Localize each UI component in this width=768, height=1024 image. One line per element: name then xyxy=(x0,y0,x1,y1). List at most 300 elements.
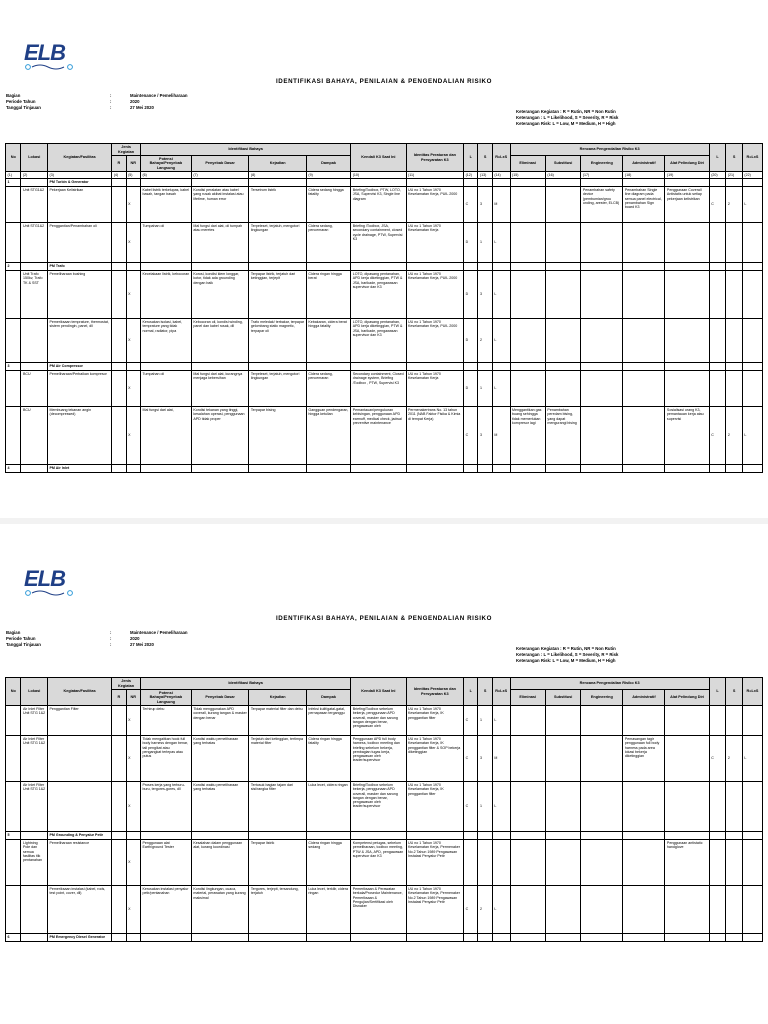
empty-cell xyxy=(112,363,126,371)
header-l: L xyxy=(464,678,478,706)
cell-severity: 1 xyxy=(478,371,492,407)
cell-substitusi xyxy=(545,736,580,782)
meta-value: Maintenance / Pemeliharaan xyxy=(130,93,188,98)
section-row xyxy=(6,363,763,371)
column-index: (4) xyxy=(112,172,126,179)
header-peraturan: Identitas Peraturan dan Persyaratan K3 xyxy=(406,678,464,706)
header-engineering: Engineering xyxy=(581,690,623,706)
cell-peraturan: Permenakertrans No. 13 tahun 2011 (NAB Faktor Fisika & Kimia di tempat Kerja) xyxy=(406,407,464,465)
column-index: (10) xyxy=(351,172,406,179)
cell-penyebab-dasar: Tidak menggunakan APD coverall, kurang tangan & masker dengan benar xyxy=(191,706,249,736)
cell-likelihood-residual: C xyxy=(709,407,726,465)
header-substitusi: Substitusi xyxy=(545,156,580,172)
empty-cell xyxy=(709,934,726,942)
cell-severity xyxy=(478,840,492,886)
empty-cell xyxy=(623,363,665,371)
cell-lokasi: BCU xyxy=(21,371,48,407)
meta-colon: : xyxy=(110,93,112,98)
company-logo xyxy=(18,564,82,602)
header-nr: NR xyxy=(126,690,140,706)
cell-administratif xyxy=(623,319,665,363)
header-apd: Alat Pelindung Diri xyxy=(665,156,709,172)
cell-severity-residual xyxy=(726,706,743,736)
empty-cell xyxy=(742,363,762,371)
cell-severity: 1 xyxy=(478,223,492,263)
cell-severity-residual xyxy=(726,271,743,319)
logo-text: ELB xyxy=(24,40,65,65)
cell-apd: Penggunaan Coverall Antistatis untuk setiap pekerjaan kelistrikan xyxy=(665,187,709,223)
cell-risk-residual xyxy=(742,271,762,319)
cell-non-rutin: X xyxy=(126,706,140,736)
cell-kendali: Briefing/Toolbox sebelum bekerja, penggunaan APD coverall, masker dan sarung tangan dengan benar, pengawasan oleh xyxy=(351,706,406,736)
cell-administratif xyxy=(623,223,665,263)
empty-cell xyxy=(478,934,492,942)
cell-rutin xyxy=(112,706,126,736)
cell-severity-residual xyxy=(726,223,743,263)
header-row xyxy=(6,678,763,690)
empty-cell xyxy=(510,465,545,473)
meta-key: Periode Tahun xyxy=(6,636,36,642)
cell-severity: 1 xyxy=(478,782,492,832)
cell-rutin xyxy=(112,736,126,782)
cell-dampak: Kebakaran, cidera berat hingga fatality xyxy=(306,319,350,363)
cell-kendali: Secondary containment, Closed drainage system, Briefing /Toolbox , PTW, Supervisi K3 xyxy=(351,371,406,407)
empty-cell xyxy=(492,465,510,473)
section-blank xyxy=(21,465,48,473)
cell-eliminasi xyxy=(510,223,545,263)
cell-penyebab-dasar: Kondisi tekanan yang tinggi, kesalahan operasi, penggunaan APD tidak proper xyxy=(191,407,249,465)
section-title: PM Trafo xyxy=(48,263,112,271)
cell-potensi-bahaya: Tidak mengaitkan hook full body harness dengan benar, tali pengikat atau pengangkat terlepas atau putus xyxy=(140,736,191,782)
cell-rutin xyxy=(112,407,126,465)
empty-cell xyxy=(191,934,249,942)
cell-kejadian: Tersetrum listrik xyxy=(249,187,307,223)
cell-severity-residual: 2 xyxy=(726,407,743,465)
header-kendali: Kendali K3 Saat Ini xyxy=(351,678,406,706)
cell-penyebab-dasar: Kondisi lingkungan, cuaca, material, perawatan yang kurang maksimal xyxy=(191,886,249,934)
document-title: IDENTIFIKASI BAHAYA, PENILAIAN & PENGENDALIAN RISIKO xyxy=(275,78,493,85)
cell-substitusi xyxy=(545,782,580,832)
cell-potensi-bahaya: Penggunaan alat Earth/ground Tester xyxy=(140,840,191,886)
cell-risk: M xyxy=(492,736,510,782)
cell-substitusi xyxy=(545,886,580,934)
header-no: No xyxy=(6,144,21,172)
table-row xyxy=(6,840,763,886)
cell-kendali: Briefing/Toolbox sebelum bekerja, penggunaan APD coverall, masker dan sarung tangan dengan benar, pengawasan oleh leader/supervisor xyxy=(351,782,406,832)
cell-kendali: Briefing/Toolbox, PTW, LOTO, JSA, Supervisi K3, Single line diagram xyxy=(351,187,406,223)
header-rencana-pengendalian: Rencana Pengendalian Risiko K3 xyxy=(510,144,709,156)
cell-administratif xyxy=(623,840,665,886)
empty-cell xyxy=(140,465,191,473)
empty-cell xyxy=(306,934,350,942)
cell-non-rutin: X xyxy=(126,187,140,223)
cell-risk xyxy=(492,840,510,886)
header-no: No xyxy=(6,678,21,706)
cell-severity: 3 xyxy=(478,407,492,465)
empty-cell xyxy=(623,465,665,473)
header-administratif: Administratif xyxy=(623,156,665,172)
cell-kegiatan: Membuang tekanan angin (decompressed) xyxy=(48,407,112,465)
section-row xyxy=(6,832,763,840)
empty-cell xyxy=(464,832,478,840)
cell-administratif xyxy=(623,371,665,407)
cell-engineering: Penambahan safety device (pembumian/grou unding, arester, ELCB) xyxy=(581,187,623,223)
empty-cell xyxy=(249,832,307,840)
cell-risk: L xyxy=(492,371,510,407)
cell-risk: L xyxy=(492,706,510,736)
empty-cell xyxy=(140,179,191,187)
empty-cell xyxy=(545,832,580,840)
empty-cell xyxy=(406,832,464,840)
cell-kendali: LOTO, dipasang pentanahan, APD kerja diketinggian, PTW & JSA, barikade, pengawasan supervisor dan K3 xyxy=(351,271,406,319)
column-index: (9) xyxy=(306,172,350,179)
cell-eliminasi xyxy=(510,187,545,223)
empty-cell xyxy=(126,832,140,840)
legend-line: Keterangan : L = Likelihood, S = Severity, R = Risk xyxy=(516,652,619,658)
cell-lokasi: Air Inlet Filter Unit STG 1&2 xyxy=(21,782,48,832)
logo-swoosh-icon xyxy=(22,589,78,597)
cell-lokasi xyxy=(21,886,48,934)
cell-kegiatan: Penggantian/Penambahan oli xyxy=(48,223,112,263)
header-penyebab: Penyebab Dasar xyxy=(191,690,249,706)
section-blank xyxy=(21,263,48,271)
header-l-residual: L xyxy=(709,678,726,706)
header-rencana-pengendalian: Rencana Pengendalian Risiko K3 xyxy=(510,678,709,690)
empty-cell xyxy=(478,363,492,371)
meta-key: Tanggal Tinjauan xyxy=(6,105,41,111)
cell-engineering xyxy=(581,736,623,782)
meta-value: Maintenance / Pemeliharaan xyxy=(130,630,188,635)
header-l-residual: L xyxy=(709,144,726,172)
cell-peraturan: UU no 1 Tahun 1970 Keselamatan Kerja, Permenaker No.2 Tahun 1989 Pengawasan Instalasi Penyalur Petir xyxy=(406,886,464,934)
cell-dampak: Infeksi kulit/gatal-gatal, pernapasan terganggu xyxy=(306,706,350,736)
cell-rutin xyxy=(112,782,126,832)
cell-penyebab-dasar: Kondisi waktu pemeliharaan yang terbatas xyxy=(191,736,249,782)
cell-likelihood: C xyxy=(464,407,478,465)
cell-engineering xyxy=(581,371,623,407)
header-potensi: Potensi Bahaya/Penyebab Langsung xyxy=(140,156,191,172)
empty-cell xyxy=(665,263,709,271)
empty-cell xyxy=(249,363,307,371)
cell-severity-residual xyxy=(726,371,743,407)
cell-eliminasi xyxy=(510,736,545,782)
risk-table xyxy=(5,677,763,942)
header-dampak: Dampak xyxy=(306,690,350,706)
cell-severity-residual xyxy=(726,782,743,832)
cell-lokasi: Air Inlet Filter Unit STG 1&2 xyxy=(21,736,48,782)
cell-apd: Sosialisasi urang K3, pemantauan kerja atau supervisi xyxy=(665,407,709,465)
legend xyxy=(516,646,618,665)
row-no xyxy=(6,736,21,782)
empty-cell xyxy=(581,934,623,942)
cell-apd xyxy=(665,223,709,263)
cell-lokasi: Unit STG1&2 xyxy=(21,187,48,223)
cell-lokasi: Lightning Pole dan semua fasilitas tiik pentanahan xyxy=(21,840,48,886)
cell-risk-residual xyxy=(742,886,762,934)
cell-administratif xyxy=(623,706,665,736)
cell-kendali: Pemeriksaan & Perawatan berkala/Prosedur Maintenance, Pemeriksaan & Pengujian/Sertifikasi oleh Disnaker xyxy=(351,886,406,934)
empty-cell xyxy=(306,465,350,473)
legend-line: Keterangan Kegiatan : R = Rutin, NR = Non Rutin xyxy=(516,109,616,114)
cell-engineering xyxy=(581,223,623,263)
cell-kendali: Briefing /Toolbox, JSA, secondary containment, closed cycle drainage, PTW, Supervisi K3 xyxy=(351,223,406,263)
empty-cell xyxy=(545,179,580,187)
cell-penyebab-dasar: Mal fungsi dari alat, kurangnya menjaga kebersihan xyxy=(191,371,249,407)
empty-cell xyxy=(140,263,191,271)
cell-severity-residual: 2 xyxy=(726,736,743,782)
empty-cell xyxy=(464,465,478,473)
cell-likelihood: D xyxy=(464,271,478,319)
cell-likelihood: D xyxy=(464,371,478,407)
row-no xyxy=(6,371,21,407)
column-index: (5) xyxy=(126,172,140,179)
section-title: PM Air Compressor xyxy=(48,363,112,371)
header-identifikasi-bahaya: Identifikasi Bahaya xyxy=(140,678,350,690)
header-kejadian: Kejadian xyxy=(249,156,307,172)
cell-engineering xyxy=(581,886,623,934)
row-no xyxy=(6,840,21,886)
empty-cell xyxy=(112,263,126,271)
cell-likelihood-residual xyxy=(709,840,726,886)
header-risk: R=LxS xyxy=(492,678,510,706)
cell-kendali: Penggunaan APD full body harness, toolbox meeting dan briefing sebelum bekerja, pembagian tugas kerja, pengawasan oleh leader/supervisor xyxy=(351,736,406,782)
cell-apd xyxy=(665,886,709,934)
header-substitusi: Substitusi xyxy=(545,690,580,706)
column-index: (1) xyxy=(6,172,21,179)
cell-severity: 3 xyxy=(478,271,492,319)
cell-likelihood: D xyxy=(464,319,478,363)
empty-cell xyxy=(492,363,510,371)
cell-kegiatan xyxy=(48,736,112,782)
cell-kejadian: Terpapar material filter dan debu xyxy=(249,706,307,736)
table-row xyxy=(6,407,763,465)
cell-severity-residual: 2 xyxy=(726,187,743,223)
cell-likelihood: C xyxy=(464,736,478,782)
cell-kejadian: Trafo meledak/ terbakar, terpapar gelombang static magnetic, terpapar oli xyxy=(249,319,307,363)
document-meta xyxy=(6,93,188,112)
cell-dampak: Cidera ringan hingga sedang xyxy=(306,840,350,886)
cell-potensi-bahaya: Kabel listrik terkelupas, kabel basah, tangan basah xyxy=(140,187,191,223)
meta-colon: : xyxy=(110,99,112,105)
cell-risk: L xyxy=(492,886,510,934)
header-lokasi: Lokasi xyxy=(21,678,48,706)
header-s: S xyxy=(478,144,492,172)
page-2 xyxy=(0,524,768,1024)
column-index: (13) xyxy=(478,172,492,179)
empty-cell xyxy=(464,179,478,187)
cell-peraturan: UU no 1 Tahun 1970 Keselamatan Kerja, IK penggantian filter & SOP bekerja diketinggian xyxy=(406,736,464,782)
cell-likelihood-residual xyxy=(709,706,726,736)
cell-peraturan: UU no 1 Tahun 1970 Keselamatan Kerja, IK penggantian filter xyxy=(406,706,464,736)
cell-non-rutin: X xyxy=(126,782,140,832)
empty-cell xyxy=(665,363,709,371)
cell-rutin xyxy=(112,271,126,319)
cell-apd xyxy=(665,736,709,782)
header-nr: NR xyxy=(126,156,140,172)
empty-cell xyxy=(112,934,126,942)
empty-cell xyxy=(478,465,492,473)
empty-cell xyxy=(492,934,510,942)
empty-cell xyxy=(623,263,665,271)
cell-potensi-bahaya: Terhirup debu xyxy=(140,706,191,736)
header-row xyxy=(6,144,763,156)
empty-cell xyxy=(478,263,492,271)
empty-cell xyxy=(665,465,709,473)
empty-cell xyxy=(510,934,545,942)
empty-cell xyxy=(406,934,464,942)
row-no xyxy=(6,187,21,223)
empty-cell xyxy=(112,179,126,187)
empty-cell xyxy=(492,179,510,187)
meta-colon: : xyxy=(110,636,112,642)
section-blank xyxy=(21,934,48,942)
legend-line: Keterangan Kegiatan : R = Rutin, NR = Non Rutin xyxy=(516,646,616,651)
section-number: 5 xyxy=(6,832,21,840)
cell-likelihood-residual: C xyxy=(709,736,726,782)
cell-kejadian: Terpapar bising xyxy=(249,407,307,465)
header-kegiatan: Kegiatan/Fasilitas xyxy=(48,144,112,172)
empty-cell xyxy=(191,263,249,271)
empty-cell xyxy=(726,934,743,942)
cell-substitusi xyxy=(545,187,580,223)
cell-kegiatan: Penggantian Filter xyxy=(48,706,112,736)
column-index: (8) xyxy=(249,172,307,179)
cell-potensi-bahaya: Mal fungsi dari alat, xyxy=(140,407,191,465)
column-index: (11) xyxy=(406,172,464,179)
cell-eliminasi xyxy=(510,840,545,886)
section-number: 2 xyxy=(6,263,21,271)
meta-colon: : xyxy=(110,105,112,111)
empty-cell xyxy=(709,363,726,371)
empty-cell xyxy=(545,263,580,271)
cell-substitusi xyxy=(545,371,580,407)
cell-dampak: Cidera sedang hingga fatality xyxy=(306,187,350,223)
cell-administratif: Pemasangan tagir penggunaan full body harness pada area lokasi bekerja diketinggian xyxy=(623,736,665,782)
header-engineering: Engineering xyxy=(581,156,623,172)
empty-cell xyxy=(623,934,665,942)
header-potensi: Potensi Bahaya/Penyebab Langsung xyxy=(140,690,191,706)
cell-peraturan: UU no 1 Tahun 1970 Keselamatan Kerja, PUIL 2000 xyxy=(406,319,464,363)
empty-cell xyxy=(545,465,580,473)
table-row xyxy=(6,223,763,263)
cell-eliminasi xyxy=(510,271,545,319)
section-title: PM Air Inlet xyxy=(48,465,112,473)
empty-cell xyxy=(581,263,623,271)
empty-cell xyxy=(709,263,726,271)
section-number: 4 xyxy=(6,465,21,473)
meta-key: Tanggal Tinjauan xyxy=(6,642,41,648)
header-apd: Alat Pelindung Diri xyxy=(665,690,709,706)
empty-cell xyxy=(306,263,350,271)
cell-non-rutin: X xyxy=(126,223,140,263)
cell-kegiatan: Pemeriksaan instalasi (kabel, rods, test point, cover, dll) xyxy=(48,886,112,934)
header-kejadian: Kejadian xyxy=(249,690,307,706)
empty-cell xyxy=(306,179,350,187)
cell-rutin xyxy=(112,886,126,934)
cell-eliminasi xyxy=(510,886,545,934)
meta-colon: : xyxy=(110,642,112,648)
cell-eliminasi xyxy=(510,706,545,736)
cell-risk: L xyxy=(492,271,510,319)
cell-lokasi xyxy=(21,319,48,363)
row-no xyxy=(6,407,21,465)
header-l: L xyxy=(464,144,478,172)
empty-cell xyxy=(478,179,492,187)
cell-likelihood-residual xyxy=(709,319,726,363)
empty-cell xyxy=(406,179,464,187)
row-no xyxy=(6,271,21,319)
header-s-residual: S xyxy=(726,678,743,706)
cell-likelihood-residual: C xyxy=(709,187,726,223)
cell-engineering xyxy=(581,319,623,363)
empty-cell xyxy=(351,832,406,840)
cell-risk-residual xyxy=(742,782,762,832)
cell-risk: L xyxy=(492,223,510,263)
cell-rutin xyxy=(112,187,126,223)
cell-risk: L xyxy=(492,319,510,363)
cell-kejadian: Terpapar listrik xyxy=(249,840,307,886)
cell-eliminasi xyxy=(510,371,545,407)
cell-non-rutin: X xyxy=(126,319,140,363)
section-row xyxy=(6,934,763,942)
empty-cell xyxy=(623,832,665,840)
column-index: (22) xyxy=(742,172,762,179)
cell-severity: 3 xyxy=(478,187,492,223)
cell-apd xyxy=(665,782,709,832)
empty-cell xyxy=(126,263,140,271)
empty-cell xyxy=(191,179,249,187)
cell-severity-residual xyxy=(726,840,743,886)
meta-value: 27 Mei 2020 xyxy=(130,105,154,111)
cell-likelihood-residual xyxy=(709,271,726,319)
empty-cell xyxy=(623,179,665,187)
empty-cell xyxy=(742,179,762,187)
empty-cell xyxy=(306,363,350,371)
meta-colon: : xyxy=(110,630,112,635)
header-jenis-kegiatan: Jenis Kegiatan xyxy=(112,144,141,156)
section-title: PM Turbin & Generator xyxy=(48,179,112,187)
empty-cell xyxy=(140,832,191,840)
header-risk: R=LxS xyxy=(492,144,510,172)
empty-cell xyxy=(742,263,762,271)
empty-cell xyxy=(742,832,762,840)
empty-cell xyxy=(406,263,464,271)
section-number: 3 xyxy=(6,363,21,371)
company-logo xyxy=(18,38,82,76)
empty-cell xyxy=(249,465,307,473)
cell-likelihood-residual xyxy=(709,782,726,832)
cell-dampak: Cidera ringan hingga berat xyxy=(306,271,350,319)
cell-severity-residual xyxy=(726,886,743,934)
empty-cell xyxy=(351,179,406,187)
cell-engineering xyxy=(581,271,623,319)
cell-administratif xyxy=(623,271,665,319)
cell-eliminasi xyxy=(510,319,545,363)
cell-administratif: Penambahan Single line diagram pada semua panel electrical, penambahan Sign board K3 xyxy=(623,187,665,223)
cell-peraturan: UU no 1 Tahun 1970 Keselamatan Kerja, PUIL 2000 xyxy=(406,187,464,223)
empty-cell xyxy=(112,832,126,840)
cell-non-rutin: X xyxy=(126,886,140,934)
cell-kegiatan: Pemeriksaan temprature, thermostat, sistem pendingin, panel, dll xyxy=(48,319,112,363)
empty-cell xyxy=(406,363,464,371)
cell-rutin xyxy=(112,223,126,263)
cell-kejadian: Tergores, terjepit, tersandung, terjatuh xyxy=(249,886,307,934)
empty-cell xyxy=(249,179,307,187)
empty-cell xyxy=(545,934,580,942)
cell-severity-residual xyxy=(726,319,743,363)
empty-cell xyxy=(112,465,126,473)
cell-engineering xyxy=(581,706,623,736)
